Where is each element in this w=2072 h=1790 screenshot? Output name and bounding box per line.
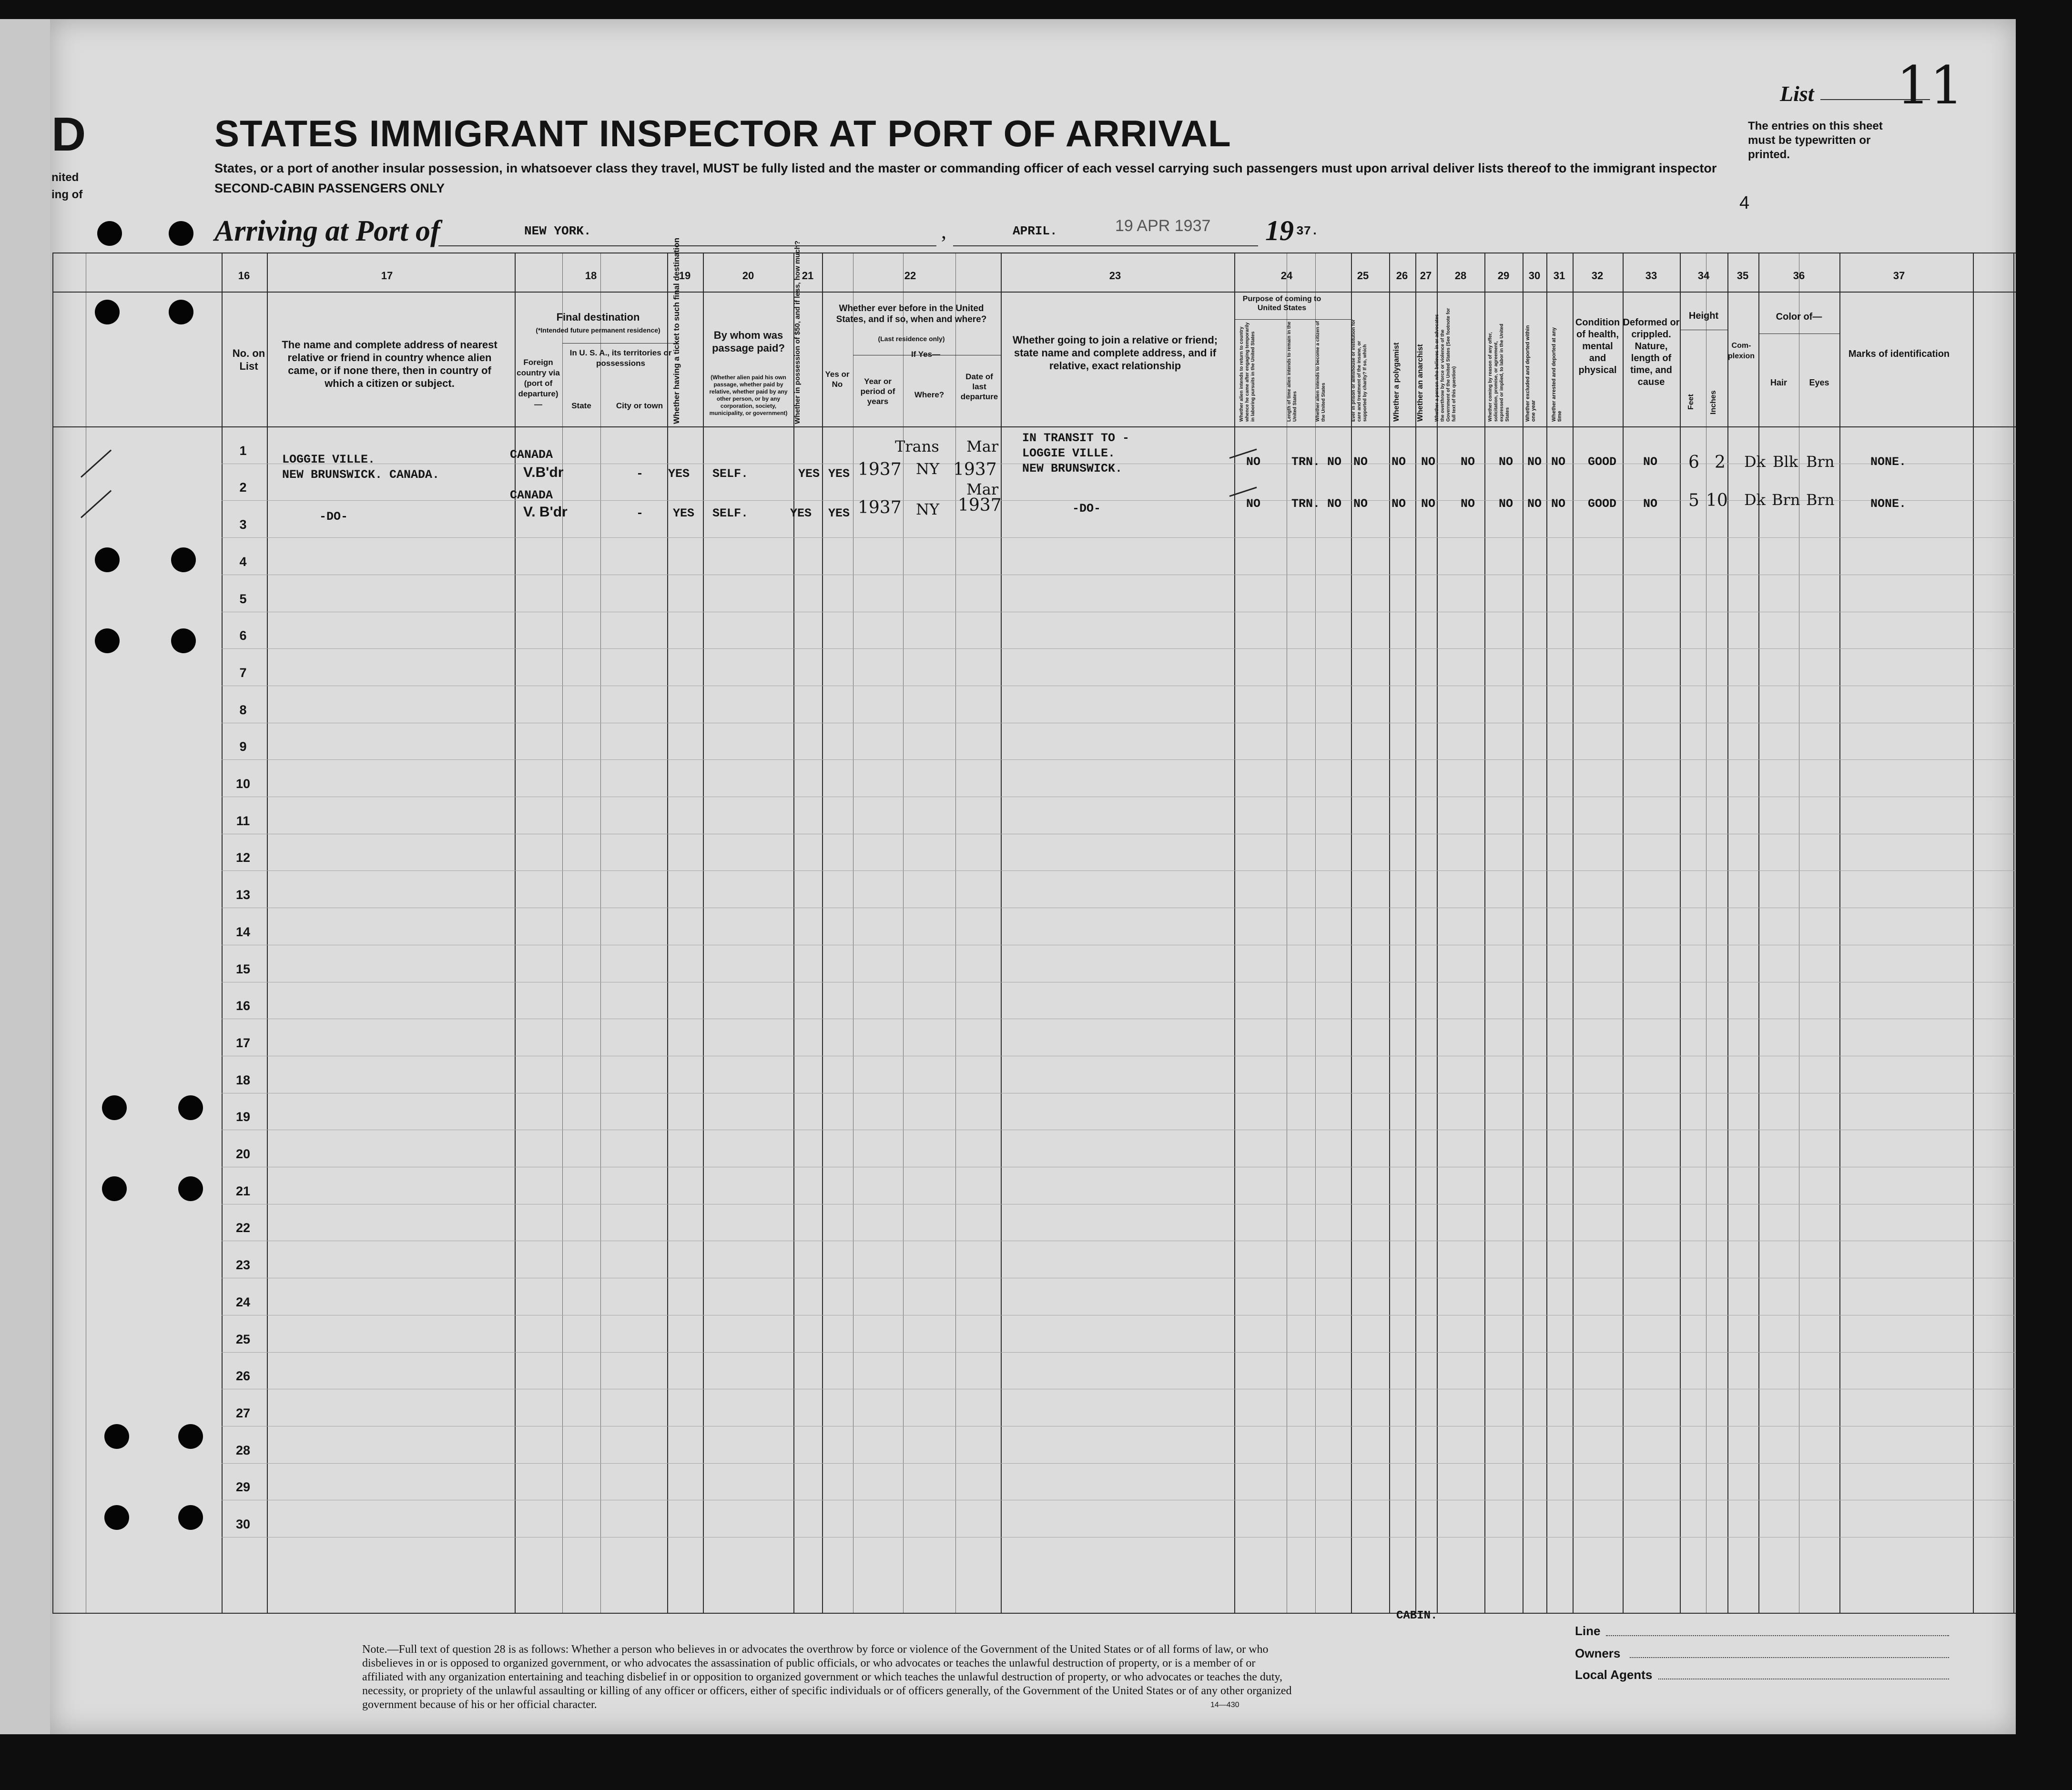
local-agents-label: Local Agents xyxy=(1575,1668,1653,1682)
hair: Blk xyxy=(1773,453,1798,471)
column-rule xyxy=(1573,253,1574,1613)
column-rule xyxy=(1727,253,1728,1613)
column-number: 16 xyxy=(238,270,250,282)
row-number: 11 xyxy=(236,813,250,828)
col-35-header: Com-plexion xyxy=(1727,342,1755,360)
column-rule xyxy=(1973,253,1974,1613)
col-33-header: Deformed or crippled. Nature, length of time, and cause xyxy=(1623,317,1680,387)
owners-rule xyxy=(1630,1657,1949,1658)
anarchist: NO xyxy=(1421,497,1436,511)
return: NO xyxy=(1246,455,1261,469)
column-rule xyxy=(955,253,956,1613)
col-37-header: Marks of identification xyxy=(1848,349,1950,359)
punch-hole xyxy=(171,547,196,572)
year-suffix: 37. xyxy=(1296,224,1319,238)
punch-hole xyxy=(178,1095,203,1120)
punch-hole xyxy=(178,1424,203,1449)
column-rule xyxy=(1523,253,1524,1613)
column-rule xyxy=(1351,253,1352,1613)
deformed: NO xyxy=(1643,455,1658,469)
column-rule xyxy=(1680,253,1681,1613)
list-label: List xyxy=(1780,81,1814,106)
col-28-header: Whether a person who believes in or advocates the overthrow by force or violence of the Government of the United States (See footnote for full text of this question) xyxy=(1434,308,1457,422)
col-24-b: Length of time alien intends to remain in the United States xyxy=(1287,321,1298,422)
feet: 5 xyxy=(1688,491,1699,510)
col-34-header: Height xyxy=(1688,311,1719,321)
column-number: 29 xyxy=(1497,270,1510,282)
row-number: 19 xyxy=(235,1110,251,1124)
row-rule xyxy=(222,870,2016,871)
column-rule xyxy=(52,253,53,1613)
col-16-header: No. on List xyxy=(232,347,265,372)
column-number: 31 xyxy=(1553,270,1565,282)
column-number: 32 xyxy=(1591,270,1604,282)
col-24-c: Whether alien intends to become a citizen of the United States xyxy=(1315,321,1326,422)
length: TRN. xyxy=(1291,455,1320,469)
column-number: 22 xyxy=(904,270,916,282)
row-number: 16 xyxy=(235,999,251,1013)
column-number: 27 xyxy=(1420,270,1432,282)
column-rule xyxy=(1484,253,1485,1613)
col-18-foreign: Foreign country via (port of departure)— xyxy=(517,358,560,409)
col-36-hair: Hair xyxy=(1770,378,1787,387)
instruction-text: States, or a port of another insular possession, in whatsoever class they travel, MUST be fully listed and the master or commanding officer of each vessel carrying such passengers must upon arrival deliver lists thereof to the immigrant inspector xyxy=(214,161,1717,175)
return: NO xyxy=(1246,497,1261,511)
row-number: 6 xyxy=(239,628,247,643)
left-fragment: nited xyxy=(51,171,79,184)
column-rule xyxy=(1623,253,1624,1613)
adjacent-page-edge xyxy=(0,19,50,1734)
col-32-header: Condition of health, mental and physical xyxy=(1575,317,1620,375)
departure-year: 1937 xyxy=(953,460,997,479)
col-17-header: The name and complete address of nearest relative or friend in country whence alien came, or if none there, then in country of which a citizen or subject. xyxy=(282,339,498,389)
port-underline xyxy=(438,245,936,246)
col-20-header: By whom was passage paid? xyxy=(712,329,785,354)
form-number: 14—430 xyxy=(1210,1701,1239,1709)
col-34-feet: Feet xyxy=(1687,394,1695,410)
column-rule xyxy=(1415,253,1416,1613)
departure-month: Mar xyxy=(966,480,999,498)
row-number: 7 xyxy=(239,665,247,680)
punch-hole xyxy=(169,300,193,324)
column-number: 34 xyxy=(1697,270,1710,282)
subheader-rule xyxy=(562,343,677,344)
col-25-header: Ever in prison or almshouse or institution for care and treatment of the insane, or supported by charity? If so, which xyxy=(1351,319,1368,422)
anarchist: NO xyxy=(1421,455,1436,469)
eyes: Brn xyxy=(1806,453,1835,471)
health: GOOD xyxy=(1588,497,1617,511)
citizen: NO xyxy=(1327,455,1342,469)
paid-by: SELF. xyxy=(712,467,749,481)
col-18-note: (*Intended future permanent residence) xyxy=(536,326,660,334)
fifty: YES xyxy=(790,506,812,520)
col-22-year: Year or period of years xyxy=(860,377,895,406)
row-rule xyxy=(222,1352,2016,1353)
row-number: 24 xyxy=(235,1294,251,1309)
complexion: Dk xyxy=(1744,491,1766,509)
column-rule xyxy=(1001,253,1002,1613)
row-number: 10 xyxy=(235,777,251,791)
year: 1937 xyxy=(858,498,902,517)
via: V. B'dr xyxy=(523,504,568,520)
punch-hole xyxy=(102,1176,127,1201)
row-rule xyxy=(222,1463,2016,1464)
row-number: 5 xyxy=(239,591,247,606)
column-rule xyxy=(703,253,704,1613)
deformed: NO xyxy=(1643,497,1658,511)
arriving-label: Arriving at Port of xyxy=(214,215,440,247)
page-title: STATES IMMIGRANT INSPECTOR AT PORT OF ARRIVAL xyxy=(214,112,1231,154)
relative-line-2: NEW BRUNSWICK. CANADA. xyxy=(282,468,440,482)
row-number: 22 xyxy=(235,1221,251,1235)
relative-line-1: -DO- xyxy=(319,510,348,524)
departure-year: 1937 xyxy=(958,496,1002,515)
overthrow: NO xyxy=(1461,455,1475,469)
column-number: 21 xyxy=(802,270,814,282)
join-line-2: LOGGIE VILLE. xyxy=(1022,446,1116,460)
relative-line-1: LOGGIE VILLE. xyxy=(282,453,376,466)
state: - xyxy=(636,467,644,481)
punch-hole xyxy=(102,1095,127,1120)
punch-hole xyxy=(97,221,122,246)
polygamist: NO xyxy=(1391,455,1406,469)
row-number: 28 xyxy=(235,1443,251,1457)
column-number: 25 xyxy=(1357,270,1369,282)
column-number: 23 xyxy=(1109,270,1121,282)
length: TRN. xyxy=(1291,497,1320,511)
comma: , xyxy=(941,220,946,243)
row-number: 18 xyxy=(235,1072,251,1087)
col-36-eyes: Eyes xyxy=(1809,378,1829,387)
health: GOOD xyxy=(1588,455,1617,469)
port-value: NEW YORK. xyxy=(524,224,591,238)
manifest-sheet xyxy=(50,19,2016,1734)
row-number: 8 xyxy=(239,702,247,717)
join-line-1: IN TRANSIT TO - xyxy=(1022,431,1130,445)
line-rule xyxy=(1606,1635,1949,1636)
row-number: 9 xyxy=(239,739,247,754)
column-number: 30 xyxy=(1528,270,1541,282)
row-number: 29 xyxy=(235,1480,251,1495)
arrested: NO xyxy=(1551,497,1566,511)
punch-hole xyxy=(169,221,193,246)
owners-label: Owners xyxy=(1575,1646,1621,1660)
overthrow: NO xyxy=(1461,497,1475,511)
page-number: 4 xyxy=(1739,193,1750,213)
column-rule xyxy=(222,253,223,1613)
date-underline xyxy=(953,245,1258,246)
punch-hole xyxy=(95,547,120,572)
where: NY xyxy=(916,460,940,478)
row-rule xyxy=(222,759,2016,760)
row-rule xyxy=(222,537,2016,538)
prison: NO xyxy=(1353,455,1368,469)
class-line: SECOND-CABIN PASSENGERS ONLY xyxy=(214,181,445,195)
paid-by: SELF. xyxy=(712,506,749,520)
column-rule xyxy=(562,253,563,1613)
left-letter: D xyxy=(51,108,86,161)
excluded: NO xyxy=(1527,455,1542,469)
list-note: The entries on this sheet must be typewritten or printed. xyxy=(1748,120,1883,161)
column-rule xyxy=(793,253,794,1613)
col-23-header: Whether going to join a relative or friend; state name and complete address, and if relative, exact relationship xyxy=(1012,334,1218,372)
row-number: 26 xyxy=(235,1369,251,1384)
before-us: YES xyxy=(828,506,850,520)
table-rule xyxy=(52,1613,2016,1614)
table-rule xyxy=(52,292,2016,293)
year-prefix: 19 xyxy=(1265,215,1294,246)
cabin-label: CABIN. xyxy=(1396,1609,1438,1622)
column-rule xyxy=(267,253,268,1613)
col-27-header: Whether an anarchist xyxy=(1416,344,1424,422)
row-number: 12 xyxy=(235,850,251,865)
punch-hole xyxy=(95,300,120,324)
col-30-header: Whether excluded and deported within one year xyxy=(1525,325,1536,422)
row-number: 15 xyxy=(235,961,251,976)
column-number: 35 xyxy=(1737,270,1749,282)
column-number: 36 xyxy=(1793,270,1805,282)
column-number: 19 xyxy=(679,270,691,282)
col-22-title: Whether ever before in the United States, and if so, when and where? xyxy=(836,303,987,324)
column-number: 18 xyxy=(585,270,597,282)
col-18-city: City or town xyxy=(616,401,663,410)
column-number: 37 xyxy=(1893,270,1905,282)
row-number: 25 xyxy=(235,1332,251,1346)
col-24-title: Purpose of coming to United States xyxy=(1242,295,1321,312)
row-number: 27 xyxy=(235,1406,251,1420)
col-18-title: Final destination xyxy=(556,311,640,323)
before-us: YES xyxy=(828,467,850,481)
col-31-header: Whether arrested and deported at any time xyxy=(1551,327,1563,422)
hair: Brn xyxy=(1772,491,1800,509)
col-26-header: Whether a polygamist xyxy=(1392,342,1401,422)
punch-hole xyxy=(178,1176,203,1201)
left-fragment: ing of xyxy=(51,188,83,201)
marks: NONE. xyxy=(1870,497,1907,511)
row-number: 3 xyxy=(239,517,247,532)
col-29-header: Whether coming by reason of any offer, solicitation, promise, or agreement, expressed or implied, to labor in the United States xyxy=(1488,324,1510,422)
column-number: 20 xyxy=(742,270,754,282)
column-rule xyxy=(1546,253,1547,1613)
offer: NO xyxy=(1499,455,1513,469)
column-rule xyxy=(903,253,904,1613)
join-line-3: NEW BRUNSWICK. xyxy=(1022,462,1123,475)
row-number: 2 xyxy=(239,480,247,495)
col-22-where: Where? xyxy=(914,390,945,399)
row-number: 1 xyxy=(239,443,247,458)
punch-hole xyxy=(95,628,120,653)
row-rule xyxy=(222,648,2016,649)
state: - xyxy=(636,506,644,520)
column-rule xyxy=(1389,253,1390,1613)
arrested: NO xyxy=(1551,455,1566,469)
row-number: 4 xyxy=(239,554,247,569)
punch-hole xyxy=(104,1424,129,1449)
inches: 2 xyxy=(1715,453,1726,472)
left-margin-fragments xyxy=(51,169,82,203)
column-number: 17 xyxy=(381,270,393,282)
col-34-inches: Inches xyxy=(1709,390,1717,415)
column-rule xyxy=(2013,253,2014,1613)
col-36-header: Color of— xyxy=(1776,312,1822,322)
column-number: 24 xyxy=(1280,270,1293,282)
punch-hole xyxy=(178,1505,203,1530)
row-number: 23 xyxy=(235,1258,251,1273)
row-number: 30 xyxy=(235,1517,251,1531)
month-value: APRIL. xyxy=(1013,224,1057,238)
column-rule xyxy=(1839,253,1840,1613)
footnote: Note.—Full text of question 28 is as follows: Whether a person who believes in or advocates the overthrow by force or violence of the Government of the United States or of all forms of law, or who disbelieves in or is opposed to organized government, or who advocates the assassination of public officials, or who advocates or teaches the unlawful destruction of property, or is a member of or affiliated with any organization entertaining and teaching disbelief in or opposition to organized government or which teaches the unlawful destruction of property, or who advocates or teaches the duty, necessity, or propriety of the unlawful assaulting or killing of any officer or officers, either of specific individuals or of officers generally, of the Government of the United States or of any other organized government because of his or her official character. xyxy=(362,1643,1292,1711)
punch-hole xyxy=(104,1505,129,1530)
eyes: Brn xyxy=(1806,491,1835,509)
col-21-header: Whether in possession of $50, and if less, how much? xyxy=(793,240,802,424)
column-number: 33 xyxy=(1645,270,1657,282)
col-20-note: (Whether alien paid his own passage, whether paid by relative, whether paid by any other person, or by any corporation, society, municipality, or government) xyxy=(709,374,788,416)
column-rule xyxy=(822,253,823,1613)
table-rule xyxy=(52,426,2016,427)
col-24-a: Whether alien intends to return to country whence he came after engaging temporarily in laboring pursuits in the United States xyxy=(1239,322,1256,422)
ticket: YES xyxy=(668,467,690,481)
year: 1937 xyxy=(858,460,902,479)
column-rule xyxy=(600,253,601,1613)
citizen: NO xyxy=(1327,497,1342,511)
ticket: YES xyxy=(673,506,695,520)
punch-hole xyxy=(171,628,196,653)
row-number: 14 xyxy=(235,924,251,939)
row-number: 17 xyxy=(235,1035,251,1050)
foreign-country: CANADA xyxy=(510,448,553,462)
row-number: 20 xyxy=(235,1147,251,1161)
marks: NONE. xyxy=(1870,455,1907,469)
feet: 6 xyxy=(1688,453,1699,472)
column-rule xyxy=(1437,253,1438,1613)
date-stamp: 19 APR 1937 xyxy=(1115,217,1211,235)
col-22-yesno: Yes or No xyxy=(825,370,850,389)
col-19-header: Whether having a ticket to such final destination xyxy=(672,237,681,424)
col-22-if-yes: If Yes— xyxy=(911,350,941,359)
where: NY xyxy=(916,500,940,518)
row-number: 13 xyxy=(235,888,251,902)
line-label: Line xyxy=(1575,1624,1601,1638)
offer: NO xyxy=(1499,497,1513,511)
fifty: YES xyxy=(798,467,820,481)
col-18-state: State xyxy=(571,401,591,410)
col-18-usa: In U. S. A., its territories or possessions xyxy=(569,348,672,368)
col-22-date: Date of last departure xyxy=(960,372,998,401)
polygamist: NO xyxy=(1391,497,1406,511)
column-number: 28 xyxy=(1454,270,1467,282)
complexion: Dk xyxy=(1744,453,1766,471)
prison: NO xyxy=(1353,497,1368,511)
departure-month: Mar xyxy=(966,437,999,455)
inches: 10 xyxy=(1706,491,1728,510)
join-line-1: -DO- xyxy=(1072,502,1101,516)
where-note: Trans xyxy=(895,437,939,455)
foreign-country: CANADA xyxy=(510,488,553,502)
column-number: 26 xyxy=(1396,270,1408,282)
column-rule xyxy=(667,253,668,1613)
row-number: 21 xyxy=(235,1183,251,1198)
col-22-note: (Last residence only) xyxy=(878,335,945,343)
list-number: 11 xyxy=(1897,55,1963,116)
via: V.B'dr xyxy=(523,465,564,480)
excluded: NO xyxy=(1527,497,1542,511)
